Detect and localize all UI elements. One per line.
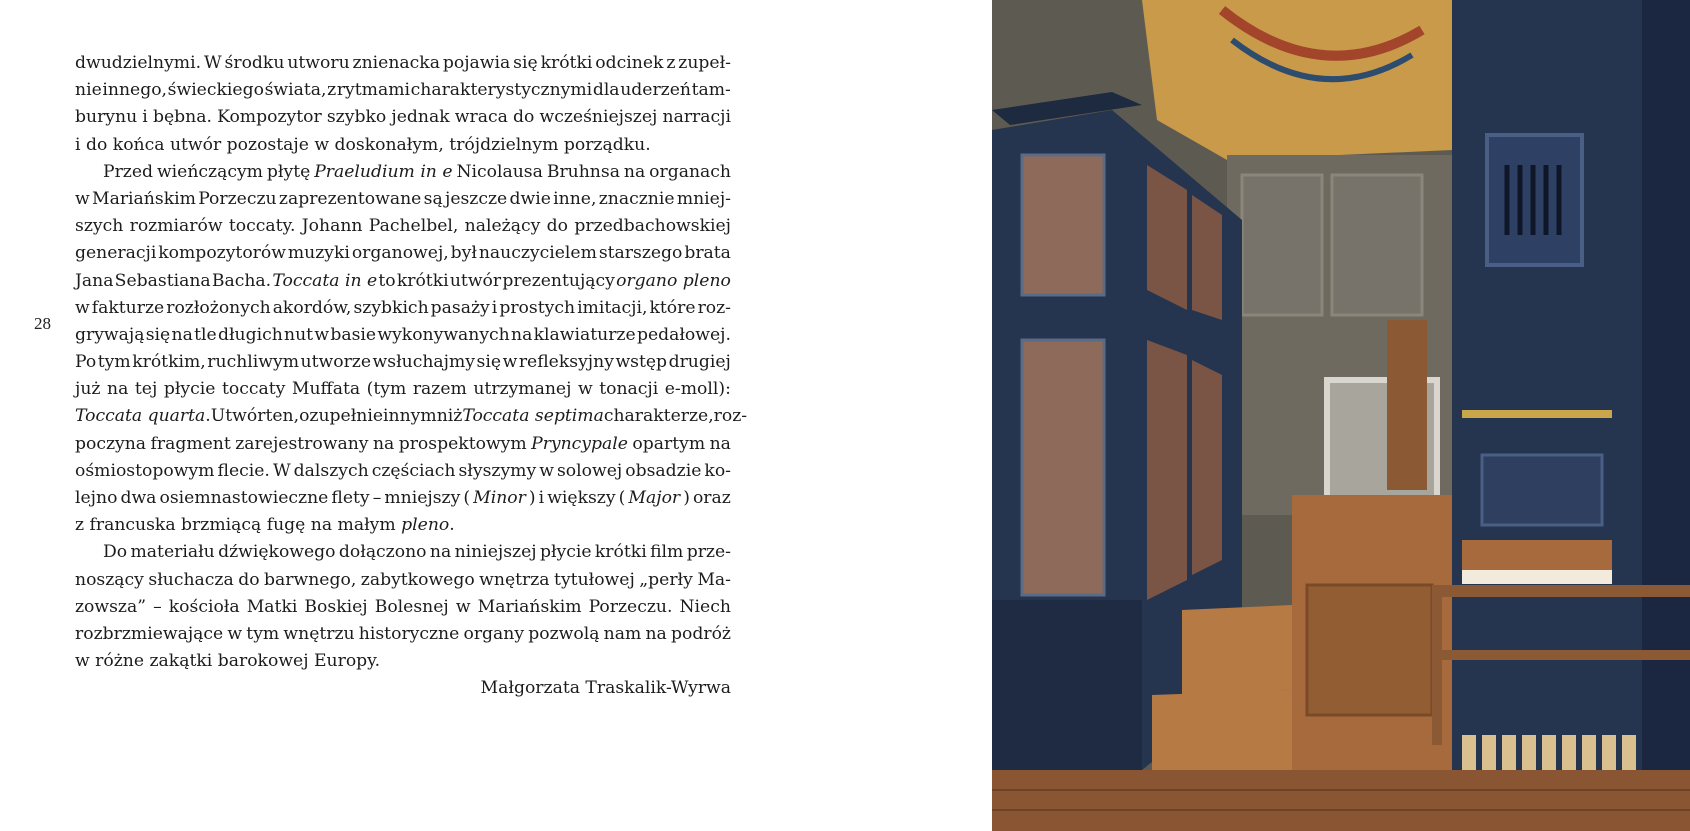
text-word: i (142, 107, 148, 128)
text-word: zabytkowego (360, 569, 475, 590)
text-word: historyczne (358, 623, 460, 644)
text-word: krótki (396, 270, 449, 291)
text-word: organowej, (351, 243, 449, 264)
text-word: wykonywanych (377, 324, 510, 345)
text-word: dalszych (293, 460, 369, 481)
text-line (75, 295, 731, 322)
text-word: film (650, 542, 684, 563)
text-word: tle (194, 324, 217, 345)
text-word: „perły (639, 569, 693, 590)
text-word: Matki (246, 596, 298, 617)
text-line (75, 485, 731, 512)
text-word: długich (217, 324, 283, 345)
text-word: oraz (692, 488, 731, 508)
text-word: uderzeń (620, 80, 691, 101)
text-word: większy (547, 488, 616, 508)
text-word: do (238, 569, 260, 590)
text-word: w (502, 352, 518, 373)
text-word: Porzeczu. (588, 596, 673, 617)
author-signature (75, 675, 731, 702)
text-word: tytułowej (554, 569, 635, 590)
text-word: toccaty (221, 379, 286, 400)
text-word: pojawia (442, 53, 511, 73)
text-word: płycie (163, 379, 216, 400)
text-word: krótki (540, 53, 593, 73)
text-word: nie (75, 80, 102, 101)
text-line (75, 322, 731, 349)
text-word: Jana (75, 270, 114, 291)
text-word: i do końca utwór pozostaje w doskonałym, trójdzielnym porządku. (75, 134, 651, 155)
text-word: był (450, 243, 477, 264)
text-line (75, 431, 731, 458)
text-line (75, 268, 731, 295)
author-name: Małgorzata Traskalik-Wyrwa (480, 678, 731, 699)
text-word: obsadzie (625, 460, 702, 481)
text-line (75, 240, 731, 267)
text-line (75, 186, 731, 213)
text-word: klawiaturze (533, 324, 636, 345)
organ-photo-illustration (992, 0, 1690, 831)
text-word: wnętrza (479, 569, 550, 590)
text-word: krótki (594, 542, 647, 563)
text-line (75, 567, 731, 594)
text-word: prospektowym (398, 433, 527, 454)
text-word: ten, (265, 406, 300, 427)
text-word: ) (528, 488, 536, 508)
text-word: odcinek (595, 53, 664, 73)
text-word: słuchacza (148, 569, 234, 590)
text-word: poczyna (75, 433, 147, 454)
text-word: Pachelbel, (368, 216, 459, 237)
text-word: płycie (539, 542, 592, 563)
text-word: ko- (704, 460, 731, 481)
text-word: należący (464, 216, 541, 237)
text-word: w (75, 297, 90, 318)
text-word: ruchliwym (207, 352, 299, 373)
text-word: mniejszy (384, 488, 461, 508)
text-word: jednak (391, 107, 450, 128)
text-word: zaprezentowane (278, 188, 422, 209)
text-word: jeszcze (444, 188, 508, 209)
text-word: ośmiostopowym (75, 460, 215, 481)
text-word: narracji (662, 107, 731, 128)
text-word: na (623, 161, 646, 182)
text-word: niż (436, 406, 463, 427)
text-word: na (372, 433, 395, 454)
text-word: Przed (103, 161, 154, 182)
text-word: ( (463, 488, 471, 508)
text-word: rozmiarów (129, 216, 223, 237)
text-line (75, 50, 731, 77)
text-word: tonacji (599, 379, 659, 400)
text-line (75, 159, 731, 186)
text-word: prezentujący (502, 270, 615, 291)
text-line (75, 403, 748, 430)
text-word: szych (75, 216, 124, 237)
text-word: organach (649, 161, 731, 182)
text-word: materiału (130, 542, 215, 563)
text-word: pozwolą (528, 623, 600, 644)
text-word: się (145, 324, 171, 345)
text-word: Bruhnsa (546, 161, 620, 182)
text-word: tam- (691, 80, 731, 101)
text-word: Nicolausa (456, 161, 543, 182)
text-word: Bolesnej (374, 596, 449, 617)
text-word: dwie (509, 188, 551, 209)
text-word: o (299, 406, 310, 427)
text-word: Pryncypale (531, 433, 628, 454)
text-word: częściach (371, 460, 456, 481)
text-word: charakterze, (603, 406, 714, 427)
text-word: akordów, (272, 297, 352, 318)
text-word: utwór (449, 270, 502, 291)
text-word: dla (592, 80, 620, 101)
text-word: basie (330, 324, 377, 345)
text-word: zarejestrowany (235, 433, 369, 454)
text-word: do (513, 107, 535, 128)
text-line (75, 104, 731, 131)
text-word: utworze (300, 352, 372, 373)
text-word: prze- (686, 542, 731, 563)
text-word: – (372, 488, 382, 508)
text-word: na (709, 433, 731, 454)
text-word: z (666, 53, 676, 73)
text-word: na (511, 324, 533, 345)
text-word: Porzeczu (198, 188, 277, 209)
page-number: 28 (34, 314, 51, 333)
text-word: wcześniejszej (539, 107, 658, 128)
text-word: wstęp (615, 352, 668, 373)
text-word: na (107, 379, 129, 400)
text-word: zupeł- (678, 53, 731, 73)
text-word: ( (618, 488, 626, 508)
text-word: (tym (366, 379, 407, 400)
text-word: Toccata in e (272, 270, 378, 291)
text-word: dwa (120, 488, 157, 508)
text-word: niniejszej (454, 542, 537, 563)
text-word: Major (628, 488, 681, 508)
text-line (75, 213, 731, 240)
text-word: grywają (75, 324, 145, 345)
text-word: – (153, 596, 162, 617)
text-word: już (75, 379, 101, 400)
text-word: flecie. (217, 460, 270, 481)
text-word: W (203, 53, 222, 73)
text-word: Johann (301, 216, 363, 237)
text-word: świata, (264, 80, 327, 101)
text-word: wieńczącym (156, 161, 263, 182)
text-word: . (449, 515, 455, 536)
text-word: pedałowej. (636, 324, 731, 345)
text-word: pleno (401, 515, 450, 536)
text-line (75, 77, 731, 104)
text-word: Mariańskim (477, 596, 582, 617)
text-word: toccaty. (228, 216, 296, 237)
text-line (75, 621, 731, 648)
text-word: tym (97, 352, 131, 373)
text-word: kościoła (168, 596, 240, 617)
text-word: fragment (150, 433, 231, 454)
text-word: fakturze (91, 297, 165, 318)
text-word: W (272, 460, 291, 481)
text-word: Utwór (210, 406, 266, 427)
text-word: opartym (632, 433, 706, 454)
text-word: barwnego, (264, 569, 357, 590)
text-word: w (577, 379, 593, 400)
text-word: inne, (553, 188, 597, 209)
text-word: w (75, 188, 90, 209)
body-text (75, 50, 748, 703)
text-word: kompozytorów (158, 243, 286, 264)
text-word: organo pleno (616, 270, 731, 291)
text-word: drugiej (668, 352, 731, 373)
text-word: Niech (679, 596, 731, 617)
text-word: tym (246, 623, 280, 644)
text-word: zowsza” (75, 596, 147, 617)
text-word: środku (224, 53, 285, 73)
text-word: rytmami (336, 80, 410, 101)
text-line (75, 594, 731, 621)
text-word: utworu (287, 53, 350, 73)
text-word: w różne zakątki barokowej Europy. (75, 651, 381, 672)
text-word: i (538, 488, 545, 508)
text-word: na (429, 542, 452, 563)
text-word: Praeludium in e (314, 161, 453, 182)
text-word: organy (463, 623, 525, 644)
text-word: dwudzielnymi. (75, 53, 202, 73)
text-word: Ma- (697, 569, 731, 590)
text-word: są (423, 188, 443, 209)
organ-photo (992, 0, 1690, 831)
text-word: dźwiękowego (218, 542, 336, 563)
text-word: Po (75, 352, 97, 373)
text-word: świeckiego (167, 80, 264, 101)
text-word: ) (683, 488, 690, 508)
text-word: w (314, 324, 330, 345)
text-word: pasaży (430, 297, 490, 318)
text-word: generacji (75, 243, 157, 264)
text-word: to (378, 270, 396, 291)
text-word: charakterystycznymi (410, 80, 593, 101)
text-word: w (539, 460, 554, 481)
text-word: prostych (499, 297, 576, 318)
text-word: zupełnie (309, 406, 384, 427)
text-word: Toccata septima (462, 406, 604, 427)
text-word: do (546, 216, 568, 237)
text-line (75, 376, 731, 403)
text-word: burynu (75, 107, 138, 128)
text-word: rozłożonych (166, 297, 271, 318)
text-word: płytę (266, 161, 311, 182)
text-word: razem (412, 379, 467, 400)
text-word: starszego (598, 243, 683, 264)
text-word: utrzymanej (473, 379, 572, 400)
text-word: muzyki (287, 243, 350, 264)
text-word: innym (383, 406, 437, 427)
text-word: podróż (671, 623, 731, 644)
text-word: flety (331, 488, 370, 508)
text-word: nut (284, 324, 314, 345)
text-word: noszący (75, 569, 144, 590)
text-word: szybkich (353, 297, 429, 318)
text-word: na (645, 623, 667, 644)
text-word: Minor (473, 488, 526, 508)
text-word: w (227, 623, 243, 644)
text-word: Kompozytor (217, 107, 322, 128)
text-word: z francuska brzmiącą fugę na małym (75, 515, 402, 536)
text-word: bębna. (152, 107, 212, 128)
text-word: wsłuchajmy (372, 352, 476, 373)
text-word: imitacji, (577, 297, 648, 318)
text-word: mniej- (676, 188, 731, 209)
text-word: przedbachowskiej (574, 216, 731, 237)
text-word: nam (603, 623, 642, 644)
text-word: osiemnastowieczne (159, 488, 329, 508)
text-word: innego, (102, 80, 168, 101)
text-word: znienacka (352, 53, 440, 73)
text-word: z (327, 80, 337, 101)
text-word: na (171, 324, 193, 345)
text-word: roz- (713, 406, 748, 427)
text-word: tej (134, 379, 158, 400)
text-word: Mariańskim (92, 188, 196, 209)
text-word: brata (684, 243, 731, 264)
text-word: . (205, 406, 211, 427)
text-word: Bacha. (211, 270, 272, 291)
text-word: wnętrzu (283, 623, 355, 644)
text-word: Muffata (291, 379, 361, 400)
text-word: słyszymy (458, 460, 537, 481)
text-word: i (491, 297, 498, 318)
text-word: refleksyjny (518, 352, 614, 373)
text-line (75, 132, 731, 159)
text-word: nauczycielem (478, 243, 597, 264)
text-word: lejno (75, 488, 118, 508)
text-line (75, 648, 731, 675)
text-word: krótkim, (132, 352, 206, 373)
text-word: roz- (697, 297, 731, 318)
text-word: Sebastiana (114, 270, 211, 291)
text-word: wraca (454, 107, 508, 128)
text-word: solowej (556, 460, 623, 481)
text-line (75, 349, 731, 376)
text-word: dołączono (338, 542, 427, 563)
text-word: które (649, 297, 696, 318)
text-word: rozbrzmiewające (75, 623, 224, 644)
text-word: się (476, 352, 502, 373)
text-word: Boskiej (304, 596, 368, 617)
text-word: znacznie (598, 188, 675, 209)
text-line (75, 512, 731, 539)
text-line (75, 539, 731, 566)
text-word: e-moll): (664, 379, 731, 400)
text-word: Do (103, 542, 128, 563)
text-word: w (455, 596, 471, 617)
text-word: Toccata quarta (75, 406, 206, 427)
text-word: szybko (326, 107, 387, 128)
text-line (75, 458, 731, 485)
text-word: się (513, 53, 538, 73)
